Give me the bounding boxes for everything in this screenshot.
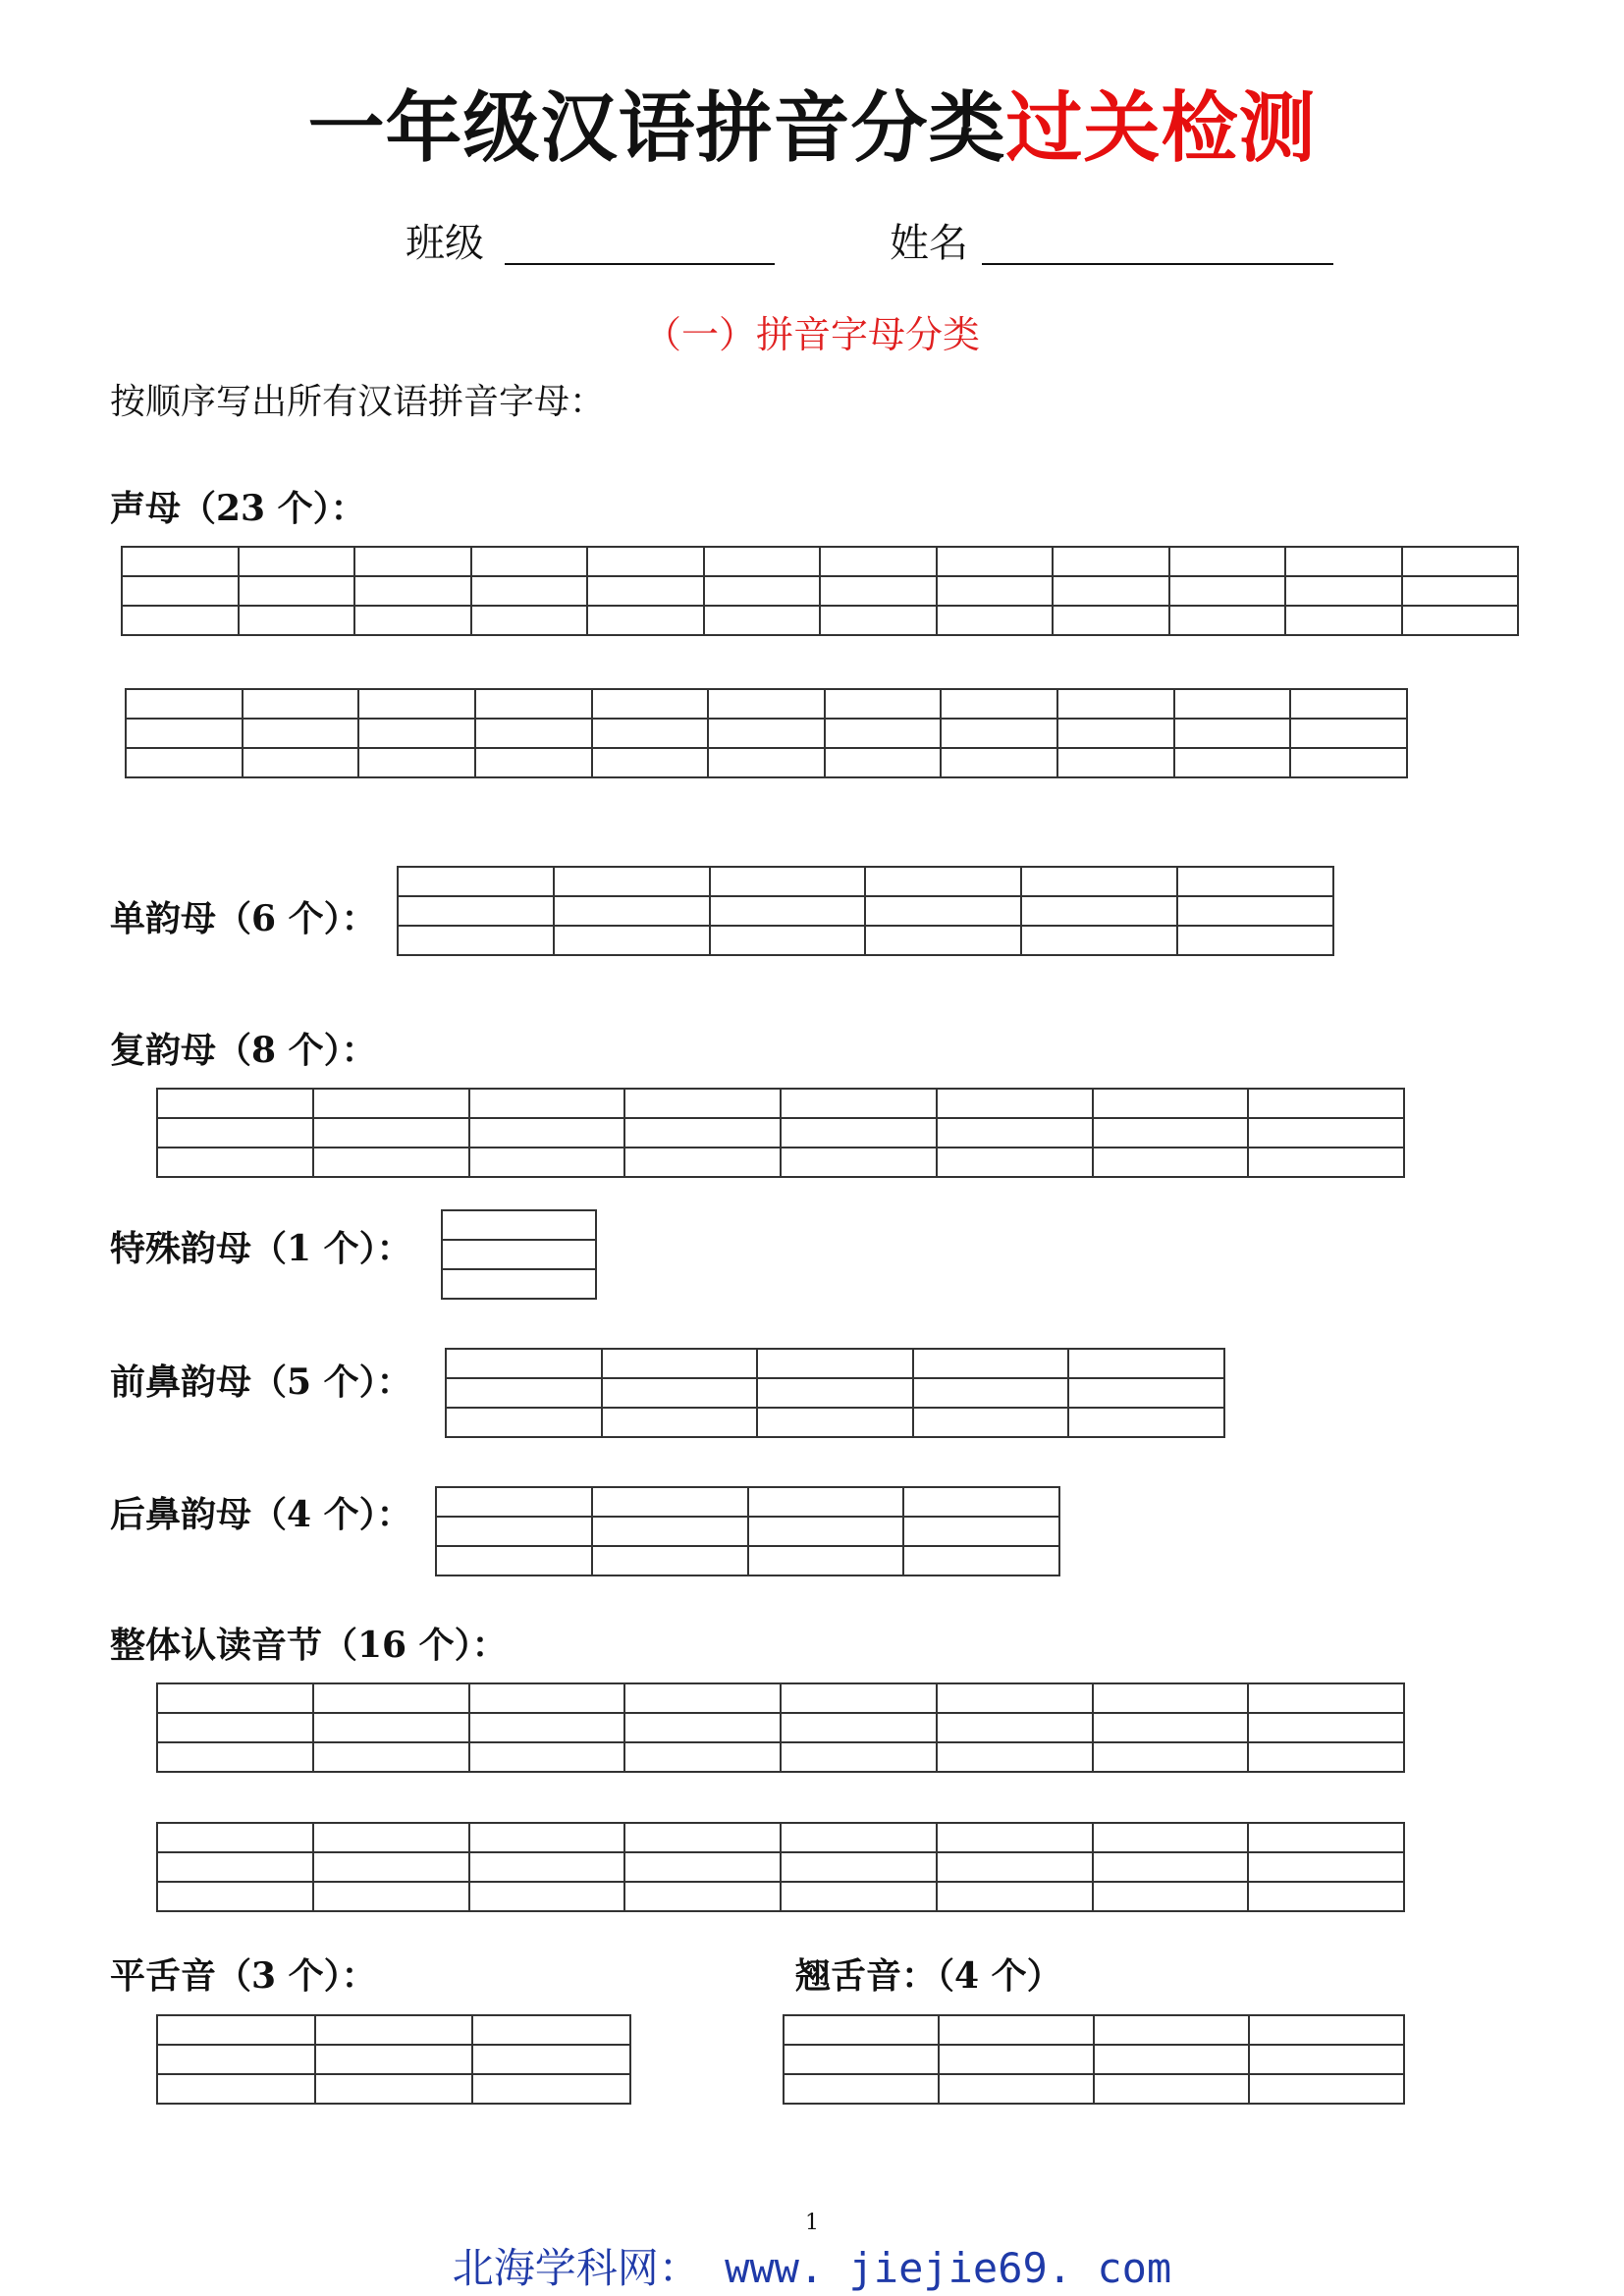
grid-cell[interactable] (781, 1118, 937, 1148)
grid-cell[interactable] (903, 1546, 1059, 1575)
grid-cell[interactable] (1248, 1713, 1404, 1742)
grid-cell[interactable] (708, 719, 825, 748)
grid-cell[interactable] (1093, 1713, 1249, 1742)
grid-cell[interactable] (624, 1742, 781, 1772)
grid-cell[interactable] (1021, 926, 1177, 955)
grid-cell[interactable] (624, 1089, 781, 1118)
grid-cell[interactable] (624, 1882, 781, 1911)
grid-cell[interactable] (820, 576, 937, 606)
grid-cell[interactable] (913, 1378, 1069, 1408)
grid-cell[interactable] (1021, 896, 1177, 926)
grid-cell[interactable] (913, 1408, 1069, 1437)
grid-cell[interactable] (1248, 1882, 1404, 1911)
grid-cell[interactable] (710, 896, 866, 926)
grid-cell[interactable] (602, 1408, 758, 1437)
grid-cell[interactable] (157, 2015, 315, 2045)
grid-cell[interactable] (1094, 2074, 1249, 2104)
retroflex-grid[interactable] (783, 2014, 1405, 2105)
grid-cell[interactable] (469, 1148, 625, 1177)
grid-cell[interactable] (157, 1713, 313, 1742)
title-main: 一年级汉语拼音分类 (307, 84, 1006, 173)
grid-cell[interactable] (1248, 1823, 1404, 1852)
grid-cell[interactable] (1248, 1852, 1404, 1882)
grid-cell[interactable] (757, 1378, 913, 1408)
page-number: 1 (805, 2211, 819, 2235)
grid-cell[interactable] (239, 606, 355, 635)
grid-cell[interactable] (941, 719, 1057, 748)
grid-cell[interactable] (1053, 547, 1169, 576)
grid-cell[interactable] (1093, 1742, 1249, 1772)
grid-cell[interactable] (1174, 748, 1291, 777)
grid-cell[interactable] (1290, 748, 1407, 777)
grid-cell[interactable] (122, 547, 239, 576)
grid-cell[interactable] (358, 719, 475, 748)
grid-cell[interactable] (554, 926, 710, 955)
grid-cell[interactable] (602, 1349, 758, 1378)
grid-cell[interactable] (554, 867, 710, 896)
grid-cell[interactable] (1177, 926, 1333, 955)
grid-cell[interactable] (313, 1852, 469, 1882)
front-nasal-label: 前鼻韵母（5 个）： (110, 1362, 412, 1403)
whole-syllables-grid-row-2[interactable] (156, 1822, 1405, 1912)
grid-cell[interactable] (903, 1487, 1059, 1517)
single-finals-grid[interactable] (397, 866, 1334, 956)
grid-cell[interactable] (825, 748, 942, 777)
grid-cell[interactable] (1402, 576, 1519, 606)
grid-cell[interactable] (1248, 1742, 1404, 1772)
grid-cell[interactable] (865, 896, 1021, 926)
grid-cell[interactable] (704, 576, 821, 606)
grid-cell[interactable] (937, 547, 1054, 576)
grid-cell[interactable] (903, 1517, 1059, 1546)
grid-cell[interactable] (1249, 2074, 1404, 2104)
grid-cell[interactable] (1248, 1089, 1404, 1118)
grid-cell[interactable] (157, 1742, 313, 1772)
grid-cell[interactable] (781, 1882, 937, 1911)
grid-cell[interactable] (313, 1148, 469, 1177)
grid-cell[interactable] (710, 926, 866, 955)
grid-cell[interactable] (122, 606, 239, 635)
grid-cell[interactable] (939, 2045, 1094, 2074)
grid-cell[interactable] (398, 926, 554, 955)
grid-cell[interactable] (781, 1742, 937, 1772)
flat-tongue-grid[interactable] (156, 2014, 631, 2105)
grid-cell[interactable] (471, 606, 588, 635)
grid-cell[interactable] (157, 2045, 315, 2074)
grid-cell[interactable] (126, 748, 243, 777)
title-highlight: 过关检测 (1005, 84, 1317, 173)
grid-cell[interactable] (748, 1487, 904, 1517)
grid-cell[interactable] (472, 2045, 630, 2074)
grid-cell[interactable] (1169, 547, 1286, 576)
single-finals-label: 单韵母（6 个）： (110, 898, 377, 939)
grid-cell[interactable] (354, 606, 471, 635)
grid-cell[interactable] (865, 926, 1021, 955)
grid-cell[interactable] (781, 1852, 937, 1882)
grid-cell[interactable] (122, 576, 239, 606)
grid-cell[interactable] (784, 2015, 939, 2045)
grid-cell[interactable] (157, 1118, 313, 1148)
grid-cell[interactable] (1057, 748, 1174, 777)
grid-cell[interactable] (624, 1823, 781, 1852)
grid-cell[interactable] (471, 576, 588, 606)
grid-cell[interactable] (757, 1408, 913, 1437)
grid-cell[interactable] (442, 1269, 596, 1299)
grid-cell[interactable] (157, 1882, 313, 1911)
whole-syllables-grid-row-1[interactable] (156, 1682, 1405, 1773)
grid-cell[interactable] (592, 719, 709, 748)
grid-cell[interactable] (708, 748, 825, 777)
back-nasal-label: 后鼻韵母（4 个）： (110, 1494, 412, 1535)
grid-cell[interactable] (820, 606, 937, 635)
grid-cell[interactable] (592, 1517, 748, 1546)
grid-cell[interactable] (157, 1148, 313, 1177)
grid-cell[interactable] (398, 867, 554, 896)
grid-cell[interactable] (757, 1349, 913, 1378)
grid-cell[interactable] (472, 2074, 630, 2104)
grid-cell[interactable] (1068, 1378, 1224, 1408)
grid-cell[interactable] (1057, 689, 1174, 719)
grid-cell[interactable] (939, 2074, 1094, 2104)
grid-cell[interactable] (554, 896, 710, 926)
grid-cell[interactable] (781, 1148, 937, 1177)
grid-cell[interactable] (313, 1089, 469, 1118)
grid-cell[interactable] (1402, 547, 1519, 576)
grid-cell[interactable] (937, 1882, 1093, 1911)
grid-cell[interactable] (1177, 867, 1333, 896)
grid-cell[interactable] (941, 689, 1057, 719)
grid-cell[interactable] (865, 867, 1021, 896)
grid-cell[interactable] (1093, 1148, 1249, 1177)
grid-cell[interactable] (1093, 1852, 1249, 1882)
grid-cell[interactable] (825, 689, 942, 719)
grid-cell[interactable] (941, 748, 1057, 777)
page-title (0, 84, 1624, 173)
grid-cell[interactable] (469, 1089, 625, 1118)
flat-tongue-label: 平舌音（3 个）： (110, 1955, 377, 1997)
grid-cell[interactable] (157, 1683, 313, 1713)
grid-cell[interactable] (1057, 719, 1174, 748)
initials-label: 声母（23 个）： (110, 488, 366, 529)
grid-cell[interactable] (1094, 2015, 1249, 2045)
initials-grid-row-2[interactable] (125, 688, 1408, 778)
grid-cell[interactable] (937, 1852, 1093, 1882)
grid-cell[interactable] (592, 689, 709, 719)
back-nasal-grid[interactable] (435, 1486, 1060, 1576)
grid-cell[interactable] (475, 748, 592, 777)
instruction-text: 按顺序写出所有汉语拼音字母： (110, 382, 606, 422)
grid-cell[interactable] (157, 2074, 315, 2104)
grid-cell[interactable] (243, 748, 359, 777)
grid-cell[interactable] (1068, 1408, 1224, 1437)
grid-cell[interactable] (1290, 689, 1407, 719)
grid-cell[interactable] (1290, 719, 1407, 748)
grid-cell[interactable] (1093, 1683, 1249, 1713)
grid-cell[interactable] (315, 2015, 473, 2045)
grid-cell[interactable] (315, 2074, 473, 2104)
grid-cell[interactable] (1093, 1882, 1249, 1911)
grid-cell[interactable] (587, 576, 704, 606)
grid-cell[interactable] (587, 606, 704, 635)
grid-cell[interactable] (1169, 576, 1286, 606)
grid-cell[interactable] (939, 2015, 1094, 2045)
grid-cell[interactable] (704, 606, 821, 635)
grid-cell[interactable] (1093, 1089, 1249, 1118)
grid-cell[interactable] (1093, 1118, 1249, 1148)
grid-cell[interactable] (469, 1713, 625, 1742)
special-final-label: 特殊韵母（1 个）： (110, 1228, 412, 1269)
grid-cell[interactable] (313, 1118, 469, 1148)
grid-cell[interactable] (358, 748, 475, 777)
grid-cell[interactable] (475, 689, 592, 719)
grid-cell[interactable] (937, 1823, 1093, 1852)
grid-cell[interactable] (442, 1240, 596, 1269)
grid-cell[interactable] (313, 1683, 469, 1713)
grid-cell[interactable] (239, 547, 355, 576)
grid-cell[interactable] (126, 689, 243, 719)
grid-cell[interactable] (1053, 606, 1169, 635)
grid-cell[interactable] (937, 1713, 1093, 1742)
name-label: 姓名 (890, 221, 968, 266)
grid-cell[interactable] (442, 1210, 596, 1240)
retroflex-label: 翘舌音：（4 个） (795, 1955, 1062, 1997)
grid-cell[interactable] (469, 1852, 625, 1882)
grid-cell[interactable] (313, 1742, 469, 1772)
grid-cell[interactable] (1169, 606, 1286, 635)
grid-cell[interactable] (708, 689, 825, 719)
grid-cell[interactable] (1093, 1823, 1249, 1852)
grid-cell[interactable] (239, 576, 355, 606)
grid-cell[interactable] (781, 1683, 937, 1713)
grid-cell[interactable] (358, 689, 475, 719)
grid-cell[interactable] (624, 1118, 781, 1148)
grid-cell[interactable] (587, 547, 704, 576)
grid-cell[interactable] (825, 719, 942, 748)
grid-cell[interactable] (1174, 719, 1291, 748)
name-field[interactable] (982, 224, 1333, 265)
grid-cell[interactable] (1177, 896, 1333, 926)
grid-cell[interactable] (937, 1118, 1093, 1148)
grid-cell[interactable] (472, 2015, 630, 2045)
grid-cell[interactable] (748, 1517, 904, 1546)
compound-finals-grid[interactable] (156, 1088, 1405, 1178)
grid-cell[interactable] (1285, 576, 1402, 606)
grid-cell[interactable] (937, 1089, 1093, 1118)
grid-cell[interactable] (1174, 689, 1291, 719)
grid-cell[interactable] (436, 1546, 592, 1575)
grid-cell[interactable] (1248, 1118, 1404, 1148)
grid-cell[interactable] (243, 689, 359, 719)
grid-cell[interactable] (354, 547, 471, 576)
grid-cell[interactable] (624, 1713, 781, 1742)
grid-cell[interactable] (781, 1823, 937, 1852)
grid-cell[interactable] (710, 867, 866, 896)
grid-cell[interactable] (1053, 576, 1169, 606)
grid-cell[interactable] (471, 547, 588, 576)
special-final-grid[interactable] (441, 1209, 597, 1300)
grid-cell[interactable] (1249, 2015, 1404, 2045)
compound-finals-label: 复韵母（8 个）： (110, 1030, 377, 1071)
grid-cell[interactable] (446, 1378, 602, 1408)
grid-cell[interactable] (157, 1089, 313, 1118)
grid-cell[interactable] (354, 576, 471, 606)
grid-cell[interactable] (469, 1683, 625, 1713)
grid-cell[interactable] (1249, 2045, 1404, 2074)
grid-cell[interactable] (313, 1882, 469, 1911)
grid-cell[interactable] (592, 1487, 748, 1517)
grid-cell[interactable] (624, 1148, 781, 1177)
footer-watermark-text: 北海学科网： www. jiejie69. com (452, 2244, 1172, 2292)
grid-cell[interactable] (398, 896, 554, 926)
grid-cell[interactable] (243, 719, 359, 748)
grid-cell[interactable] (436, 1517, 592, 1546)
grid-cell[interactable] (592, 748, 709, 777)
grid-cell[interactable] (602, 1378, 758, 1408)
grid-cell[interactable] (781, 1713, 937, 1742)
grid-cell[interactable] (469, 1882, 625, 1911)
grid-cell[interactable] (624, 1852, 781, 1882)
grid-cell[interactable] (937, 606, 1054, 635)
grid-cell[interactable] (937, 576, 1054, 606)
class-field[interactable] (505, 224, 775, 265)
section-heading: （一）拼音字母分类 (643, 313, 980, 356)
grid-cell[interactable] (436, 1487, 592, 1517)
grid-cell[interactable] (157, 1852, 313, 1882)
grid-cell[interactable] (1068, 1349, 1224, 1378)
grid-cell[interactable] (820, 547, 937, 576)
grid-cell[interactable] (937, 1742, 1093, 1772)
grid-cell[interactable] (913, 1349, 1069, 1378)
grid-cell[interactable] (313, 1823, 469, 1852)
grid-cell[interactable] (1094, 2045, 1249, 2074)
grid-cell[interactable] (748, 1546, 904, 1575)
grid-cell[interactable] (784, 2074, 939, 2104)
grid-cell[interactable] (781, 1089, 937, 1118)
grid-cell[interactable] (469, 1742, 625, 1772)
front-nasal-grid[interactable] (445, 1348, 1225, 1438)
grid-cell[interactable] (1402, 606, 1519, 635)
grid-cell[interactable] (446, 1349, 602, 1378)
grid-cell[interactable] (1285, 547, 1402, 576)
grid-cell[interactable] (784, 2045, 939, 2074)
grid-cell[interactable] (937, 1148, 1093, 1177)
grid-cell[interactable] (1248, 1683, 1404, 1713)
grid-cell[interactable] (313, 1713, 469, 1742)
grid-cell[interactable] (624, 1683, 781, 1713)
grid-cell[interactable] (937, 1683, 1093, 1713)
grid-cell[interactable] (446, 1408, 602, 1437)
grid-cell[interactable] (475, 719, 592, 748)
initials-grid-row-1[interactable] (121, 546, 1519, 636)
grid-cell[interactable] (126, 719, 243, 748)
grid-cell[interactable] (1285, 606, 1402, 635)
grid-cell[interactable] (592, 1546, 748, 1575)
whole-syllables-label: 整体认读音节（16 个）： (110, 1625, 508, 1666)
grid-cell[interactable] (1021, 867, 1177, 896)
grid-cell[interactable] (157, 1823, 313, 1852)
class-label: 班级 (406, 221, 484, 266)
grid-cell[interactable] (315, 2045, 473, 2074)
grid-cell[interactable] (704, 547, 821, 576)
grid-cell[interactable] (469, 1118, 625, 1148)
grid-cell[interactable] (1248, 1148, 1404, 1177)
grid-cell[interactable] (469, 1823, 625, 1852)
